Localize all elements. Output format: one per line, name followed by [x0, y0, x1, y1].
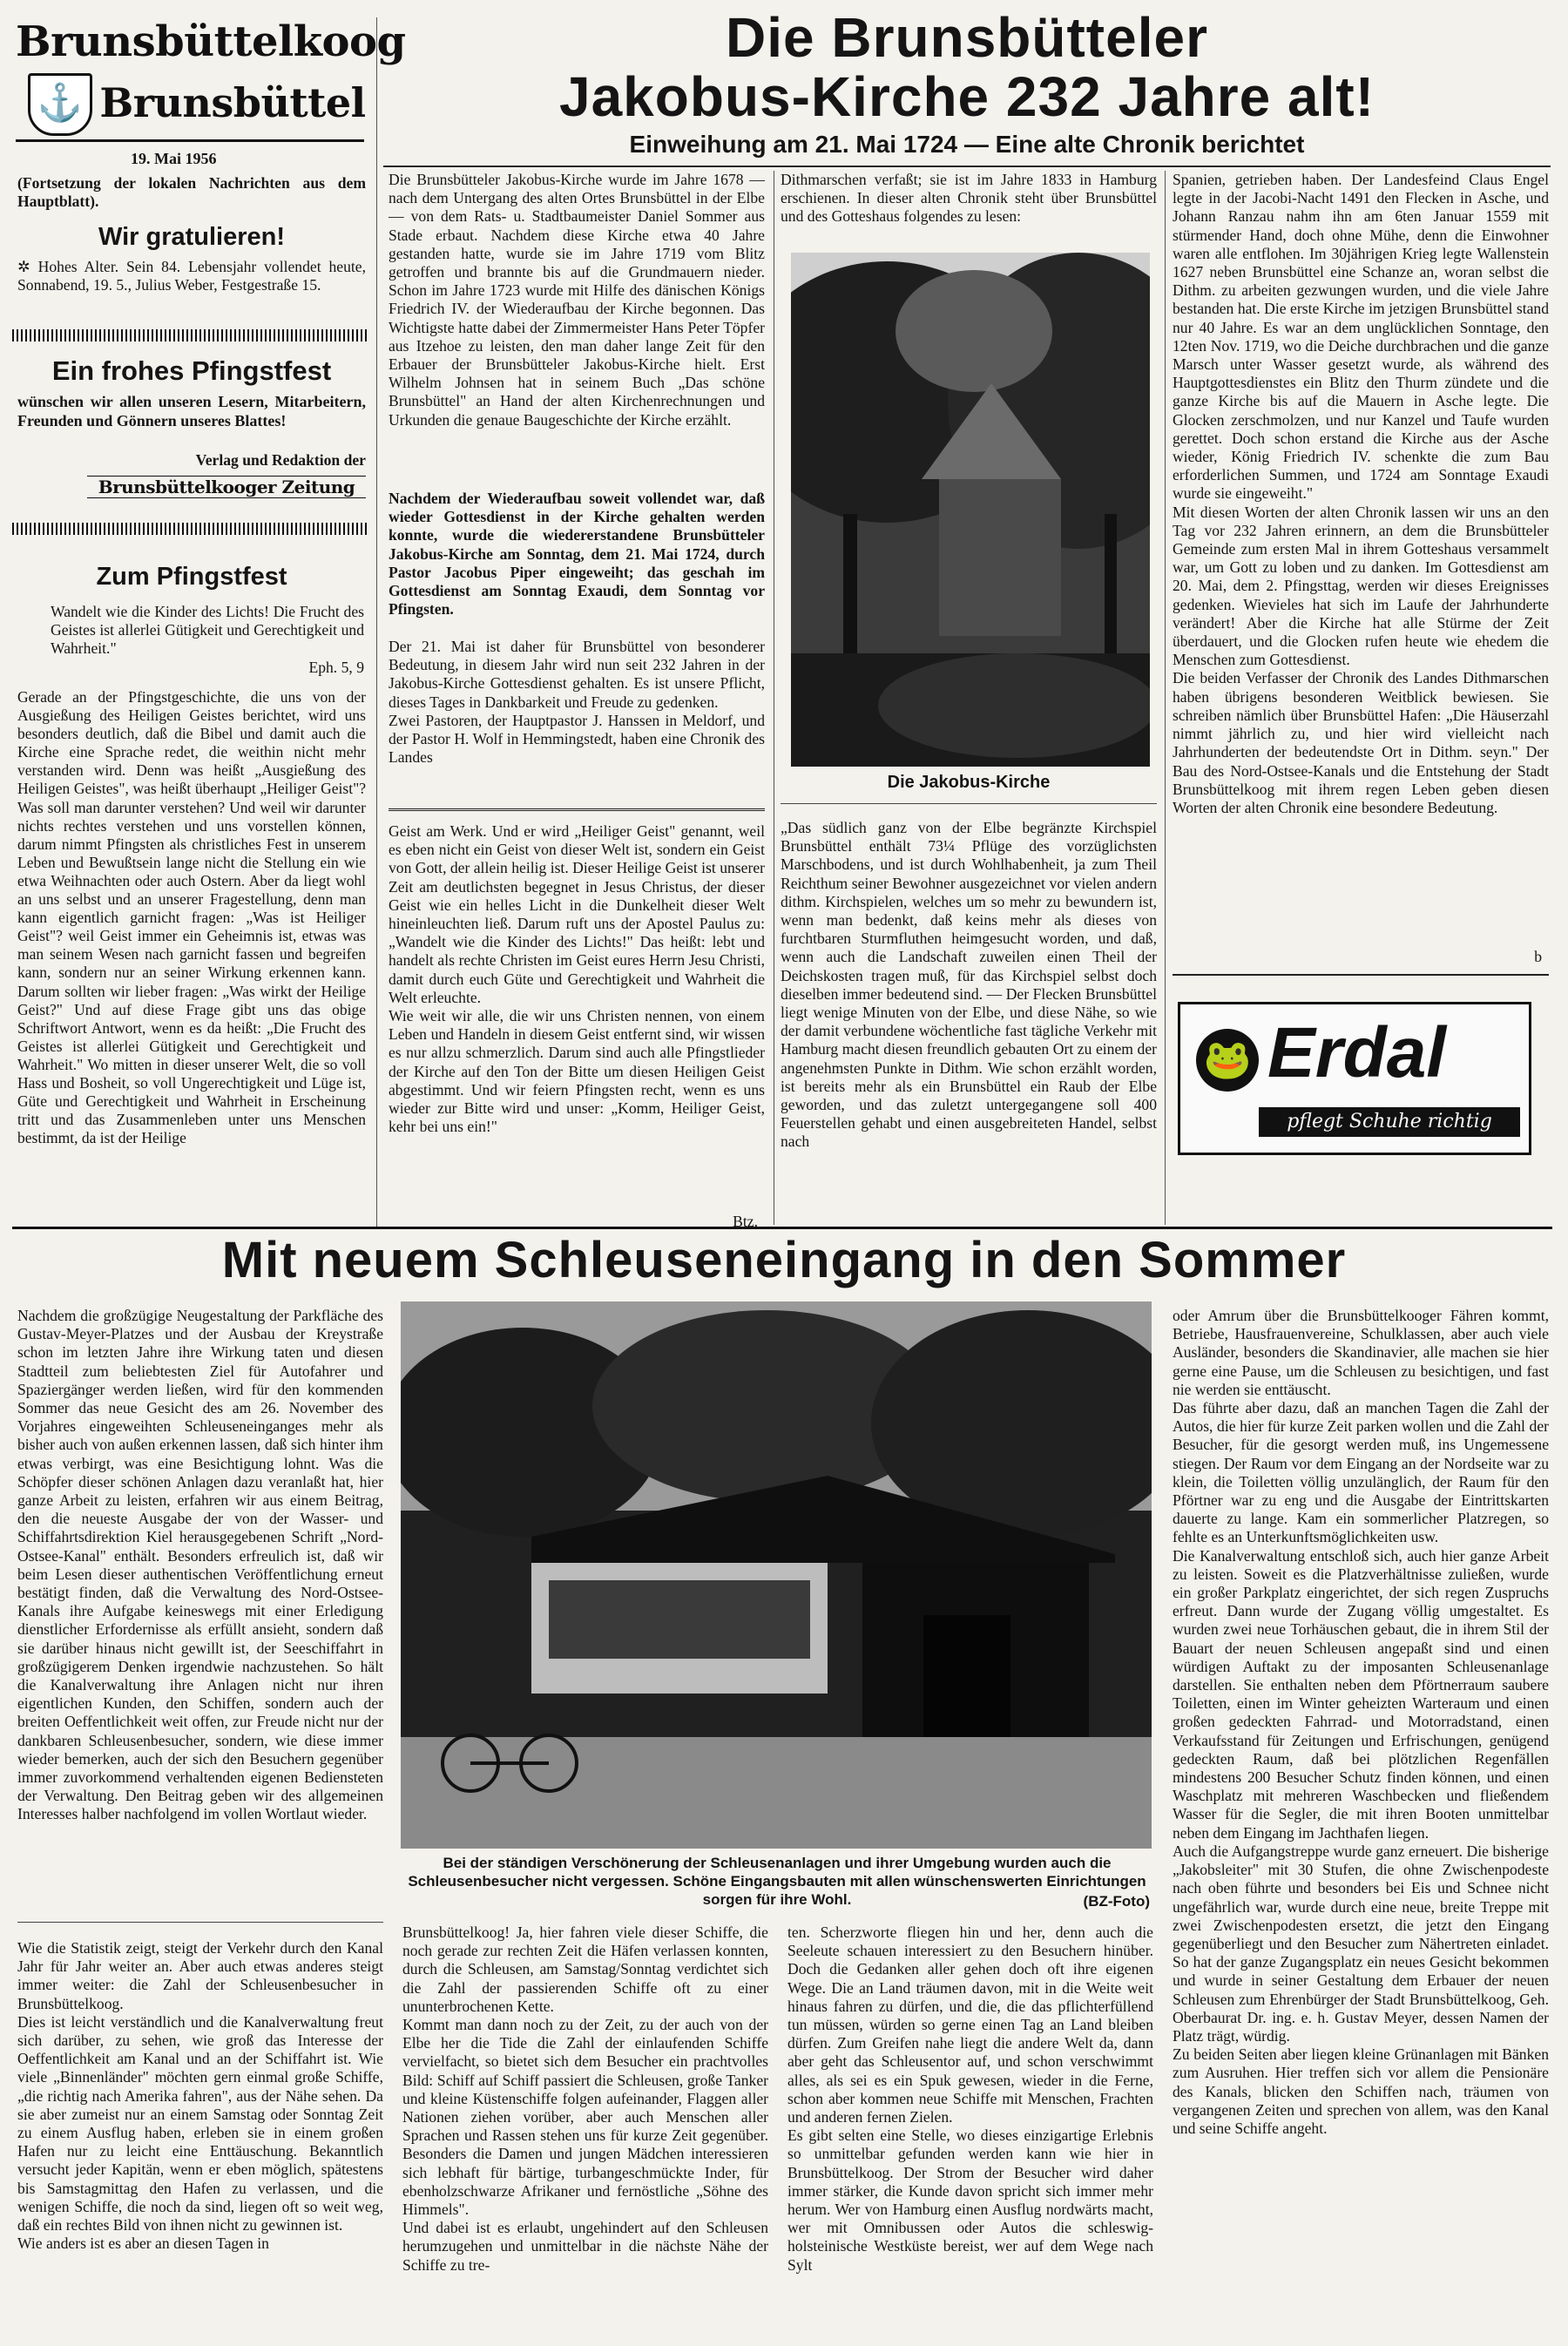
issue-date: 19. Mai 1956 — [131, 150, 217, 167]
motto-reference: Eph. 5, 9 — [308, 659, 364, 676]
kirche-col2-text-b: Der 21. Mai ist daher für Brunsbüttel von besonderer Bedeutung, in diesem Jahr wird nun seit 232 Jahren in der Jakobus-Kirche Gottesdienst gehalten. Es ist unsere Pflicht, dieses Tages in Dankbarkeit und Freude zu gedenken. Zwei Pastoren, der Hauptpastor J. Hanssen in Meldorf, und der Pastor H. Wolf in Hemmingstedt, haben eine Chronik des Landes — [389, 638, 765, 767]
schleuse-right-column: oder Amrum über die Brunsbüttelkooger Fähren kommt, Betriebe, Hausfrauenvereine, Schulklassen, aber auch viele Ausländer, besonders die Skandinavier, alle machen sie hier gerne eine Pause, um die Schleusen zu besichtigen, und fast nie werden sie enttäuscht. Das führte aber dazu, daß an manchen Tagen die Zahl der Autos, die hier für kurze Zeit parken wollen und die Zahl der Besucher, für die gesorgt werden muß, ins Ungemessene stiegen. Der Raum vor dem Eingang an der Nordseite war zu klein, die Toiletten völlig unzulänglich, der Raum für den Pförtner war zu eng und die Ausgabe der Eintrittskarten dauerte zu lange. Kam ein sommerlicher Platzregen, so fehlte es an Unterkunftsmöglichkeiten usw. Die Kanalverwaltung entschloß sich, auch hier ganze Arbeit zu leisten. Soweit es die Platzverhältnisse zuließen, wurde ein großer Parkplatz eingerichtet, der sich regen Zuspruchs erfreut. Dann wurde der Zugang völlig umgestaltet. Es wurden zwei neue Torhäuschen gebaut, die in ihrem Stil der Bauart der neuen Schleusen angepaßt sind und einen würdigen Auftakt zu der imposanten Schleusenanlage darstellen. Sie enthalten neben dem Pförtnerraum saubere Toiletten, einen im Winter geheizten Warteraum und einen großen gedeckten Fahrrad- und Motorradstand, einen Verkaufsstand für Zeitungen und Erfrischungen, genügend gedeckten Raum, daß bei plötzlichen Regenfällen mindestens 200 Besucher Schutz finden können, und einen Waschplatz mit mehreren Waschbecken und fließendem Wasser für die Segler, die mit ihren Booten unmittelbar neben dem Eingang im Jachthafen liegen. Auch die Aufgangstreppe wurde ganz erneuert. Die bisherige „Jakobsleiter" mit 30 Stufen, die ohne Zwischenpodeste nach oben führte und besonders bei Eis und Schnee nicht ungefährlich war, wurde durch eine neue, breite Treppe mit zwei Zwischenpodesten ersetzt, die jetzt den Eingang gegenüberliegt und den Besucher zum Nähertreten einladet. So hat der ganze Zugangsplatz ein neues Gesicht bekommen und wurde in seiner Gestaltung dem Erbauer der neuen Schleusen zum Ehrenbürger der Stadt Brunsbüttelkoog, Geh. Oberbaurat Dr. ing. e. h. Gustav Meyer, dessen Namen der Platz trägt, würdig. Zu beiden Seiten aber liegen kleine Grünanlagen mit Bänken zum Ausruhen. Hier treffen sich vor allem die Pensionäre des Kanals, blicken den Schiffen nach, träumen von vergangenen Zeiten und sprechen von allem, was den Kanal und seine Schiffe angeht. — [1173, 1307, 1549, 2137]
column-rule — [376, 17, 377, 1228]
caption-rule — [781, 803, 1157, 804]
section-rule — [17, 1922, 383, 1923]
divider-hatch — [12, 329, 369, 341]
kirche-subheadline: Einweihung am 21. Mai 1724 — Eine alte Chronik berichtet — [629, 131, 1305, 158]
verlag-line: Verlag und Redaktion der — [195, 451, 366, 469]
erdal-brand: Erdal — [1267, 1013, 1447, 1092]
gratulieren-text: ✲ Hohes Alter. Sein 84. Lebensjahr vollendet heute, Sonnabend, 19. 5., Julius Weber, Festgestraße 15. — [17, 258, 366, 294]
kirche-col2-text: Die Brunsbütteler Jakobus-Kirche wurde im Jahre 1678 — nach dem Untergang des alten Ortes Brunsbüttel in der Elbe — von dem Rats- u. Stadtbaumeister Daniel Sommer aus Stade erbaut. Nachdem diese Kirche etwa 40 Jahre gestanden hatte, wurde sie im Jahre 1719 vom Blitz getroffen und brannte bis auf die Grundmauern nieder. Schon im Jahre 1723 wurde mit Hilfe des dänischen Königs Friedrich IV. der Wiederaufbau der Kirche begonnen. Das Wichtigste hatte dabei der Zimmermeister Hans Peter Töpfer aus Itzehoe zu leisten, den man daher lange Zeit für den Erbauer der Brunsbütteler Jakobus-Kirche hielt. Erst Wilhelm Johnsen hat in seinem Buch „Das schöne Brunsbüttel" an Hand der alten Kirchenrechnungen und Urkunden die genaue Baugeschichte der Kirche erzählt. — [389, 171, 765, 429]
gratulieren-title: Wir gratulieren! — [98, 223, 286, 251]
kirche-col3-bottom: „Das südlich ganz von der Elbe begränzte Kirchspiel Brunsbüttel enthält 73¼ Pflüge des vorzüglichsten Marschbodens, und ist durch Wohlhabenheit, ja zum Theil Reichthum seiner Bewohner ausgezeichnet vor vielen andern dithm. Kirchspielen, welches um so mehr zu bewundern ist, wenn man bedenkt, daß keins mehr als dieses von furchtbaren Sturmfluthen heimgesucht worden, und daß, wenn auch die Landschaft zuweilen einen Theil der Deichskosten tragen muß, für das Kirchspiel selbst doch dieselben immer bedeutend sind. — Der Flecken Brunsbüttel liegt wenige Minuten von der Elbe, und diese Nähe, so wie der damit verbundene wöchentliche fast tägliche Verkehr mit Hamburg macht diesen freundlich gebauten Ort zu einem der angenehmsten Punkte in Dithm. Wie schon erzählt worden, ist bereits mehr als ein Brunsbüttel ein Raub der Elbe geworden, und das zuletzt untergegangene soll 400 Feuerstellen gehabt und einen ausgebreiteten Handel, selbst nach — [781, 819, 1157, 1151]
pfingst-continuation: Geist am Werk. Und er wird „Heiliger Geist" genannt, weil es eben nicht ein Geist von dieser Welt ist, sondern ein Geist von Gott, der allein heilig ist. Dieser Heilige Geist ist unserer Zeit am deutlichsten begegnet in Jesus Christus, der dieser Geist wie ein helles Licht in die Dunkelheit dieser Welt hineinleuchten ließ. Darum ruft uns der Apostel Paulus zu: „Wandelt wie die Kinder des Lichts!" Das heißt: lebt und handelt als rechte Christen im Geist eures Herrn Jesu Christi, damit durch euch Güte und Gerechtigkeit und Wahrheit die Welt erleuchte. Wie weit wir alle, die wir uns Christen nennen, von einem Leben und Handeln in diesem Geist entfernt sind, wir wissen es nur allzu schmerzlich. Darum sind auch alle Pfingstlieder der Kirche auf den Ton der Bitte um diesen Heiligen Geist abgestimmt. Und wir feiern Pfingsten recht, wenn es uns wieder zur Bitte wird und unser: „Komm, Heiliger Geist, kehr bei uns ein!" — [389, 822, 765, 1136]
schleuse-bottom-col3: ten. Scherzworte fliegen hin und her, denn auch die Seeleute schauen interessiert zu den Besuchern hinüber. Doch die Gedanken aller gehen doch oft ihre eigenen Wege. Die an Land träumen davon, mit in die Weite weit hinaus fahren zu dürfen, und die, die das pflichterfüllend tun müssen, würden so gerne einen Tag an Land bleiben dürfen. Zum Greifen nahe liegt die andere Welt da, dann aber geht das Schleusentor auf, und schon verschwimmt alles, als sei es ein Spuk gewesen, wieder in die Ferne, schon aber kommen neue Schiffe mit Menschen, Frachten und anderen fernen Zielen. Es gibt selten eine Stelle, wo dieses einzigartige Erlebnis so unmittelbar gefunden werden kann wie hier in Brunsbüttelkoog. Der Strom der Besucher wird daher immer stärker, die Kunde davon spricht sich immer mehr herum. Wer von Hamburg einen Ausflug nordwärts macht, wer mit Omnibussen oder Autos die schleswig-holsteinische Westküste bereist, wer auf dem Wege nach Sylt — [787, 1923, 1153, 2274]
kirche-col4-text: Spanien, getrieben haben. Der Landesfeind Claus Engel legte in der Jacobi-Nacht 1491 den Flecken in Asche, und Johann Ranzau nahm ihn am 6ten Januar 1559 mit stürmender Hand, doch ohne Mühe, denn die Einwohner waren alle entflohen. Im 30jährigen Krieg legte Wallenstein 1627 neben Brunsbüttel eine Schanze an, woran selbst die Dithm. zu arbeiten gezwungen wurden, und die viele Jahre bestanden hat. Die erste Kirche im jetzigen Brunsbüttel stand nur 40 Jahre. Es war an dem unglücklichen Sonntage, den 12ten Nov. 1719, wo die Deiche durchbrachen und die ganze Marsch unter Wasser gesetzt wurde, als während des Hauptgottesdienstes ein Blitz den Thurm zündete und die ganze Kirche bis auf die Mauern in Asche legte. Die Glocken zerschmolzen, und nur Kanzel und Taufe wurden gerettet. Doch schon erstand die Kirche aus der Asche wieder, König Friedrich IV. schenkte die zum Bau erforderlichen Summen, und 1724 am Sonntage Exaudi wurde sie eingeweiht." Mit diesen Worten der alten Chronik lassen wir uns an den Tag vor 232 Jahren erinnern, an dem die Brunsbütteler Gemeinde zum ersten Mal in ihrem Gotteshaus versammelt war, um Gott zu loben und zu danken. Im Gottesdienst am 20. Mai, dem 2. Pfingsttag, werden wir dieses Ereignisses gedenken. Wievieles hat sich im Laufe der Jahrhunderte verändert! Aber die Kirche hat alle Stürme der Zeit überdauert, und die Glocken rufen heute wie ehedem die Menschen zum Gottesdienst. Die beiden Verfasser der Chronik des Landes Dithmarschen haben übrigens besonderen Weitblick bewiesen. Sie schreiben nämlich über Brunsbüttel Hafen: „Die Häuserzahl nimmt jährlich zu, und hier wird vielleicht nach Jahrhunderten der bedeutendste Ort in Dithm. seyn." Der Bau des Nord-Ostsee-Kanals und die Entstehung der Stadt Brunsbüttelkoog mit ihrem regen Leben geben diesen Worten der alten Chronik eine besondere Bedeutung. — [1173, 171, 1549, 816]
kirche-headline-1: Die Brunsbütteler — [726, 6, 1208, 69]
church-photo-caption: Die Jakobus-Kirche — [887, 773, 1051, 792]
church-photo — [791, 253, 1150, 767]
headline-rule — [383, 166, 1551, 167]
pfingst-signature: Btz. — [733, 1213, 758, 1230]
continuation-note: (Fortsetzung der lokalen Nachrichten aus dem Hauptblatt). — [17, 174, 366, 211]
schleuse-bottom-col2: Brunsbüttelkoog! Ja, hier fahren viele dieser Schiffe, die noch gerade zur rechten Zeit die Häfen verlassen konnten, durch die Schleusen, am Samstag/Sonntag verdichtet sich die Zahl der passierenden Schiffe oft zu einer ununterbrochenen Kette. Kommt man dann noch zu der Zeit, zu der auch von der Elbe her die Tide die Zahl der einlaufenden Schiffe vervielfacht, so bietet sich dem Besucher ein prachtvolles Bild: Schiff auf Schiff passiert die Schleusen, große Tanker und kleine Küstenschiffe folgen aufeinander, Flaggen aller Nationen ziehen vorüber, aber auch Menschen aller Sprachen und Rassen stehen uns für kurze Zeit gegenüber. Besonders die Damen und jungen Mädchen interessieren sich lebhaft für bärtige, turbangeschmückte Inder, für ebenholzschwarze Afrikaner und fernöstliche „Söhne des Himmels". Und dabei ist es erlaubt, ungehindert auf den Schleusen herumzugehen und unmittelbar in die nächste Nähe der Schiffe zu tre- — [402, 1923, 768, 2274]
masthead-rule — [16, 139, 364, 142]
erdal-advertisement[interactable] — [1178, 1002, 1531, 1155]
kirche-headline-2: Jakobus-Kirche 232 Jahre alt! — [558, 65, 1375, 128]
schleuse-photo-caption: Bei der ständigen Verschönerung der Schleusenanlagen und ihrer Umgebung wurden auch die Schleusenbesucher nicht vergessen. Schöne Eingangsbauten mit allen wünschenswerten Einrichtungen sorgen für ihre Wohl. — [408, 1855, 1146, 1908]
zum-pfingstfest-title: Zum Pfingstfest — [96, 563, 287, 591]
frog-icon: 🐸 — [1196, 1029, 1259, 1092]
masthead-line2: Brunsbüttel — [99, 79, 366, 126]
schleuse-intro-text: Nachdem die großzügige Neugestaltung der Parkfläche des Gustav-Meyer-Platzes und der Ausbau der Kreystraße schon im letzten Jahre ihre Wirkung taten und diesen Stadtteil zum beliebtesten Ziel für Autofahrer und Spaziergänger werden ließen, wird für den kommenden Sommer das neue Gesicht des am 26. November des Vorjahres eingeweihten Schleuseneinganges mehr als bisher auch von außen erkennen lassen, daß sich hinter ihm etwas verbirgt, was eine Besichtigung lohnt. Was die Schöpfer dieser schönen Anlagen dazu veranlaßt hat, hier ganze Arbeit zu leisten, erfahren wir aus einem Beitrag, den die neueste Ausgabe der von der Wasser- und Schiffahrtsdirektion Kiel herausgegebenen Schrift „Nord-Ostsee-Kanal" enthält. Besonders erfreulich ist, daß wir beim Lesen dieser authentischen Veröffentlichung erneut bestätigt finden, daß die Verwaltung des Nord-Ostsee-Kanals ihre Aufgabe keineswegs mit einer Erledigung dienstlicher Erfordernisse als erfüllt ansieht, sondern daß sie darüber hinaus nicht gewillt ist, der Seeschiffahrt in großzügigerem Denken irgendwie nachzustehen. So hält die Kanalverwaltung ihre Anlagen nicht nur ihren eigentlichen Kunden, den Schiffen, sondern auch der breiten Oeffentlichkeit weit offen, zur Freude nicht nur der dankbaren Schleusenbesucher, sondern, wie diese immer wieder bemerken, auch der sich den Besuchern gegenüber immer zuvorkommend verhaltenden eigenen Bediensteten der Verwaltung. Den Beitrag geben wir des allgemeinen Interesses halber nachfolgend im vollen Wortlaut wieder. — [17, 1307, 383, 1823]
schleuse-photo-illustration — [401, 1301, 1152, 1849]
section-rule — [389, 808, 765, 811]
kirche-col3-top: Dithmarschen verfaßt; sie ist im Jahre 1833 in Hamburg erschienen. In dieser alten Chronik steht über Brunsbüttel und des Gotteshaus folgendes zu lesen: — [781, 171, 1157, 226]
schleuse-bottom-col1: Wie die Statistik zeigt, steigt der Verkehr durch den Kanal Jahr für Jahr weiter an. Aber auch etwas anderes steigt immer weiter: die Zahl der Schleusenbesucher in Brunsbüttelkoog. Dies ist leicht verständlich und die Kanalverwaltung freut sich darüber, zu sehen, wie groß das Interesse der Oeffentlichkeit am Kanal und an der Schiffahrt ist. Wie viele „Binnenländer" möchten gern einmal große Schiffe, „die richtig nach Amerika fahren", aus der Nähe sehen. Da sie aber zumeist nur an einem Samstag oder Sonntag Zeit zu einem Ausflug haben, erleben sie in einem großen Hafen nur zu leicht eine Enttäuschung. Bekanntlich versucht jeder Kapitän, wenn er eben möglich, spätestens bis Samstagmittag den Hafen zu verlassen, und die wenigen Schiffe, die noch da sind, liegen oft so weit weg, daß ein rechtes Bild von ihnen nicht zu gewinnen ist. Wie anders ist es aber an diesen Tagen in — [17, 1939, 383, 2253]
pfingstfest-wishes: wünschen wir allen unseren Lesern, Mitarbeitern, Freunden und Gönnern unseres Blattes! — [17, 393, 366, 429]
kirche-signature: b — [1534, 948, 1542, 965]
section-rule — [12, 1227, 1552, 1229]
church-photo-illustration — [791, 253, 1150, 767]
pfingst-article-body: Gerade an der Pfingstgeschichte, die uns von der Ausgießung des Heiligen Geistes berichtet, wird uns besonders deutlich, daß die Bibel und damit auch die Kirche eine Sprache redet, die weithin nicht mehr verstanden wird. Denn was heißt „Ausgießung des Heiligen Geistes", was heißt überhaupt „Heiliger Geist"? Was soll man darunter verstehen? Und weil wir darunter nichts rechtes verstehen und uns vorstellen können, darum nimmt Pfingsten als christliches Fest in unserem Leben und Bewußtsein lange nicht die Stellung ein wie etwa Weihnachten oder auch Ostern. Aber da liegt wohl an uns selbst und an unserer Fragestellung, denn man kann eigentlich garnicht fragen: „Was ist Heiliger Geist"? weil Geist immer ein Geheimnis ist, etwas was man seinem Wesen nach garnicht fassen und begreifen kann, sondern nur an seiner Wirkung erkennen kann. Darum sollten wir lieber fragen: „Was wirkt der Heilige Geist?" Und auf diese Frage gibt uns das obige Schriftwort Antwort, wenn es da heißt: „Die Frucht des Geistes ist allerlei Gütigkeit und Gerechtigkeit und Wahrheit." Wo mitten in dieser unserer Welt, die so voll Hass und Bosheit, so voll Ungerechtigkeit und Lüge ist, Güte und Gerechtigkeit und Wahrheit in Erscheinung tritt und das Zusammenleben unter uns Menschen bestimmt, da ist der Heilige — [17, 688, 366, 1147]
column-rule — [1165, 171, 1166, 1225]
section-rule — [1173, 974, 1549, 976]
schleuse-headline: Mit neuem Schleuseneingang in den Sommer — [221, 1232, 1347, 1288]
zeitung-name: Brunsbüttelkooger Zeitung — [87, 476, 366, 498]
motto-quote: Wandelt wie die Kinder des Lichts! Die Frucht des Geistes ist allerlei Gütigkeit und Gerechtigkeit und Wahrheit." — [51, 603, 364, 658]
masthead-line1: Brunsbüttelkoog — [16, 17, 406, 66]
kirche-col2-bold: Nachdem der Wiederaufbau soweit vollendet war, daß wieder Gottesdienst in der Kirche gehalten werden konnte, wurde die wiedererstandene Brunsbütteler Jakobus-Kirche am Sonntag, dem 21. Mai 1724, durch Pastor Jacobus Piper eingeweiht; das geschah im Gottesdienst am Sonntag Exaudi, dem Sonntag vor Pfingsten. — [389, 490, 765, 619]
schleuse-photo — [401, 1301, 1152, 1849]
pfingstfest-title: Ein frohes Pfingstfest — [51, 355, 332, 386]
schleuse-photo-credit: (BZ-Foto) — [1083, 1893, 1150, 1910]
divider-hatch — [12, 523, 369, 535]
anchor-crest-icon: ⚓ — [28, 73, 92, 136]
erdal-slogan: pflegt Schuhe richtig — [1259, 1107, 1520, 1137]
